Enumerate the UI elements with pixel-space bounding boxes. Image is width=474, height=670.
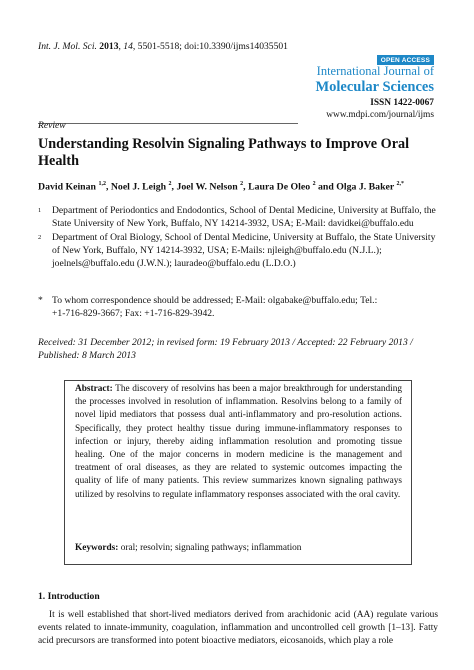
author-separator: and [315, 181, 337, 193]
abstract-text: The discovery of resolvins has been a major breakthrough for understanding the processes involved in resolution of inflammation. Resolvins belong to a family of novel lipid mediators that possess dual anti-inflammatory and pro-resolution actions. Specifically, they protect healthy tissue during immune-inflammatory responses to infection or injury, thereby aiding inflammation resolution and promoting tissue healing. One of the major concerns in modern medicine is the management and treatment of oral diseases, as they are related to systemic outcomes impacting the quality of life of many patients. This review summarizes known signaling pathways utilized by resolvins to regulate inflammatory responses associated with the oral cavity. [75, 384, 402, 500]
author-affiliation-marker: 2 [312, 181, 316, 187]
publication-dates: Received: 31 December 2012; in revised form: 19 February 2013 / Accepted: 22 February 2013 / Published: 8 March 2013 [38, 337, 413, 361]
author-name: Joel W. Nelson [176, 181, 241, 193]
article-title: Understanding Resolvin Signaling Pathways to Improve Oral Health [38, 136, 410, 169]
volume: 14 [123, 41, 133, 52]
citation-line: Int. J. Mol. Sci. 2013, 14, 5501-5518; doi:10.3390/ijms14035501 [38, 41, 288, 52]
year: 2013 [99, 41, 119, 52]
author-separator: , [243, 181, 249, 193]
issn: ISSN 1422-0067 [370, 98, 434, 108]
affiliation-2-text: Department of Oral Biology, School of Dental Medicine, University at Buffalo, the State University of New York, Buffalo, NY 14214-3932, USA; E-Mails: njleigh@buffalo.edu (N.J.L.); joelnels@buffalo.edu (J.W.N.); lauradeo@buffalo.edu (L.D.O.) [52, 232, 436, 269]
author-separator: , [171, 181, 177, 193]
author-name: Noel J. Leigh [110, 181, 169, 193]
keywords-label: Keywords: [75, 543, 119, 553]
pages-doi: , 5501-5518; doi:10.3390/ijms14035501 [132, 41, 288, 52]
author-affiliation-marker: 2 [168, 181, 172, 187]
affiliation-2-number: 2 [38, 234, 42, 241]
affiliation-1-number: 1 [38, 207, 42, 214]
section-title: 1. Introduction [38, 591, 100, 602]
author-list [38, 181, 404, 192]
article-type: Review [38, 120, 66, 131]
open-access-badge: OPEN ACCESS [377, 55, 434, 65]
journal-name-line1: International Journal of [316, 64, 434, 78]
header-rule [38, 123, 298, 124]
author-name: Olga J. Baker [336, 181, 397, 193]
affiliation-1-text: Department of Periodontics and Endodontics, School of Dental Medicine, University at Buffalo, the State University of New York, Buffalo, NY 14214-3932, USA; E-Mail: davidkei@buffalo.edu [52, 205, 436, 229]
author-affiliation-marker: 1,2 [98, 181, 106, 187]
keywords-text: oral; resolvin; signaling pathways; inflammation [120, 543, 302, 553]
author-name: Laura De Oleo [248, 181, 313, 193]
correspondence-text: To whom correspondence should be addressed; E-Mail: olgabake@buffalo.edu; Tel.: +1-716-829-3667; Fax: +1-716-829-3942. [52, 295, 378, 319]
abstract-label: Abstract: [75, 384, 113, 394]
author-separator: , [105, 181, 111, 193]
intro-paragraph [38, 609, 438, 649]
journal-abbrev: Int. J. Mol. Sci. [38, 41, 97, 52]
affiliations [0, 205, 474, 325]
intro-text: It is well established that short-lived mediators derived from arachidonic acid (AA) regulate various events related to innate-immunity, coagulation, inflammation and uncontrolled cell growth [1–13]. Fatty acid precursors are transformed into potent bioactive mediators, eicosanoids, which play a role [38, 610, 438, 647]
keywords [75, 543, 402, 553]
author-affiliation-marker: 2,* [396, 181, 405, 187]
journal-name-line2: Molecular Sciences [315, 79, 434, 95]
correspondence-mark: * [38, 295, 43, 306]
abstract [75, 383, 402, 502]
author-affiliation-marker: 2 [240, 181, 244, 187]
author-name: David Keinan [38, 181, 99, 193]
journal-website: www.mdpi.com/journal/ijms [326, 110, 434, 120]
